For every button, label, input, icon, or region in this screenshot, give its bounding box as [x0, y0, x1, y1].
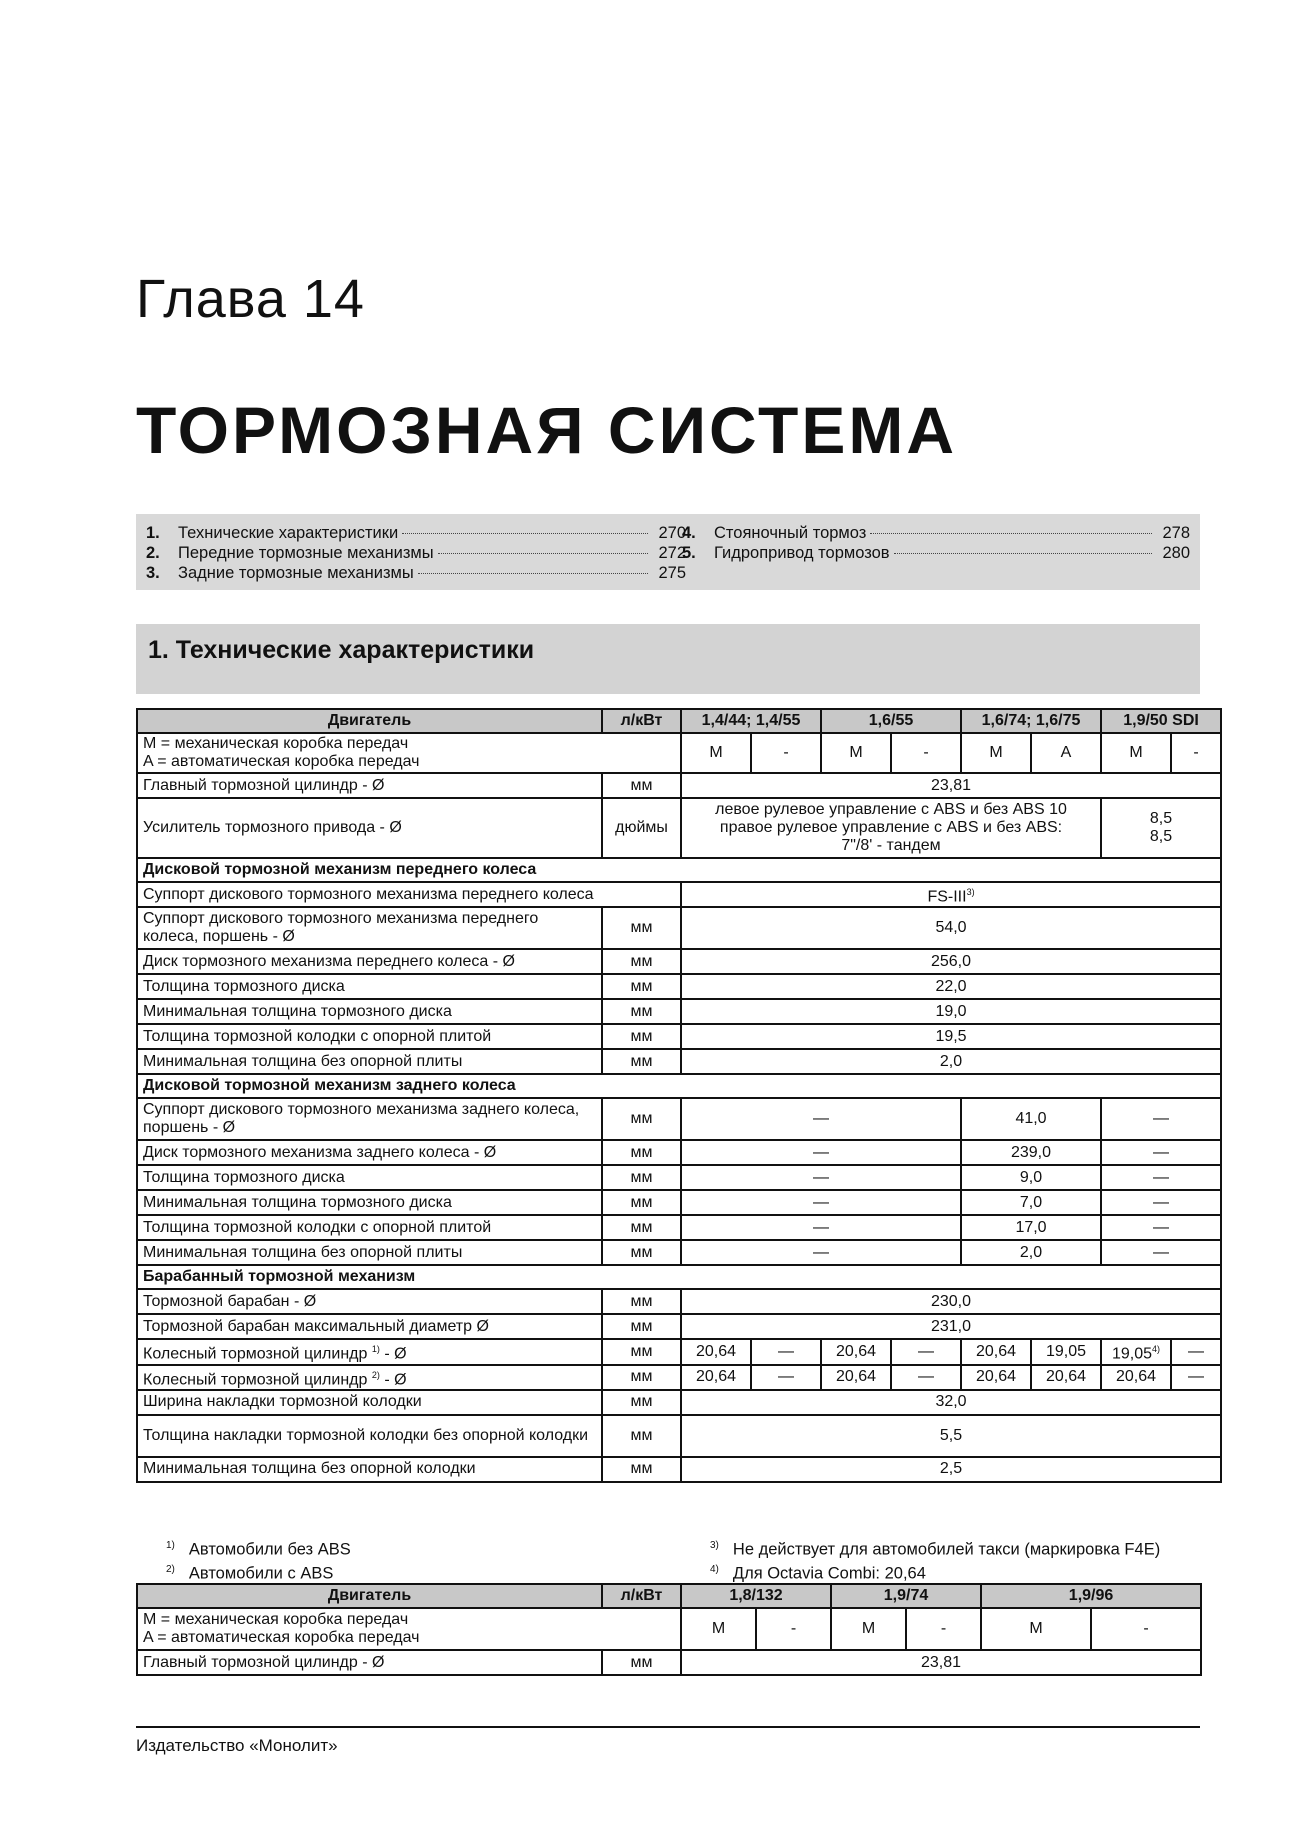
value-cell: 231,0 [681, 1314, 1221, 1339]
value-cell: 23,81 [681, 773, 1221, 798]
table-row [137, 1140, 1221, 1165]
col-header: 1,9/50 SDI [1101, 709, 1221, 733]
cell: M [981, 1608, 1091, 1650]
row-label: Толщина тормозной колодки с опорной плитой [137, 1215, 602, 1240]
value-cell: 17,0 [961, 1215, 1101, 1240]
section-header [136, 624, 1200, 694]
value-cell: — [681, 1165, 961, 1190]
unit-cell: мм [602, 1314, 681, 1339]
table-row [137, 1365, 1221, 1390]
cell: — [891, 1365, 961, 1390]
unit-cell: мм [602, 1457, 681, 1482]
unit-cell: мм [602, 1415, 681, 1457]
row-label: Тормозной барабан максимальный диаметр Ø [137, 1314, 602, 1339]
cell: — [751, 1365, 821, 1390]
row-label: Минимальная толщина тормозного диска [137, 1190, 602, 1215]
cell: - [756, 1608, 831, 1650]
specs-table-2 [136, 1583, 1202, 1676]
table-header-row [137, 709, 1221, 733]
col-header: л/кВт [602, 709, 681, 733]
footnotes-right [710, 1536, 1160, 1583]
value-cell: 230,0 [681, 1289, 1221, 1314]
footnote: $^{2)}$ Автомобили с ABS [166, 1563, 334, 1582]
row-label: Суппорт дискового тормозного механизма переднего колеса, поршень - Ø [137, 907, 602, 949]
row-label: Минимальная толщина без опорной колодки [137, 1457, 602, 1482]
value-cell: 2,0 [961, 1240, 1101, 1265]
col-header: 1,4/44; 1,4/55 [681, 709, 821, 733]
cell: M [831, 1608, 906, 1650]
unit-cell: мм [602, 949, 681, 974]
col-header: 1,8/132 [681, 1584, 831, 1608]
unit-cell: мм [602, 773, 681, 798]
table-row [137, 1024, 1221, 1049]
col-header: 1,9/74 [831, 1584, 981, 1608]
row-label: Минимальная толщина без опорной плиты [137, 1240, 602, 1265]
row-label: Минимальная толщина без опорной плиты [137, 1049, 602, 1074]
value-cell: — [1101, 1140, 1221, 1165]
unit-cell: мм [602, 1390, 681, 1415]
section-title: 1. Технические характеристики [148, 636, 535, 664]
footnote: $^{4)}$ Для Octavia Combi: 20,64 [710, 1563, 926, 1582]
value-cell: FS-III$^{3)}$ [681, 882, 1221, 907]
cell: — [891, 1339, 961, 1364]
table-row [137, 949, 1221, 974]
row-label: Диск тормозного механизма переднего колеса - Ø [137, 949, 602, 974]
row-label: Толщина накладки тормозной колодки без опорной колодки [137, 1415, 602, 1457]
table-row [137, 882, 1221, 907]
unit-cell: мм [602, 1339, 681, 1364]
toc-item[interactable]: 3. Задние тормозные механизмы 275 [146, 564, 686, 582]
col-header: Двигатель [137, 709, 602, 733]
footnote: $^{1)}$ Автомобили без ABS [166, 1540, 351, 1559]
footer-divider [136, 1726, 1200, 1728]
value-cell: 2,5 [681, 1457, 1221, 1482]
row-label: Минимальная толщина тормозного диска [137, 999, 602, 1024]
unit-cell: мм [602, 1190, 681, 1215]
value-cell: 239,0 [961, 1140, 1101, 1165]
col-header: Двигатель [137, 1584, 602, 1608]
value-cell: 8,5 8,5 [1101, 798, 1221, 858]
row-label: Колесный тормозной цилиндр $^{2)}$ - Ø [137, 1365, 602, 1390]
cell: M [821, 733, 891, 773]
cell: - [1171, 733, 1221, 773]
table-row [137, 1215, 1221, 1240]
cell: — [751, 1339, 821, 1364]
unit-cell: мм [602, 1098, 681, 1140]
row-label: Усилитель тормозного привода - Ø [137, 798, 602, 858]
group-header-row [137, 1074, 1221, 1098]
toc-item[interactable]: 5. Гидропривод тормозов 280 [682, 544, 1190, 562]
table-header-row [137, 1584, 1201, 1608]
cell: M [961, 733, 1031, 773]
table-row [137, 1240, 1221, 1265]
value-cell: — [1101, 1098, 1221, 1140]
table-row [137, 1165, 1221, 1190]
table-row [137, 773, 1221, 798]
value-cell: — [681, 1215, 961, 1240]
value-cell: 2,0 [681, 1049, 1221, 1074]
table-row [137, 1415, 1221, 1457]
unit-cell: мм [602, 1365, 681, 1390]
col-header: 1,6/74; 1,6/75 [961, 709, 1101, 733]
table-row [137, 1339, 1221, 1364]
cell: 20,64 [681, 1339, 751, 1364]
cell: M [681, 1608, 756, 1650]
table-row [137, 1049, 1221, 1074]
table-row [137, 1289, 1221, 1314]
unit-cell: мм [602, 907, 681, 949]
value-cell: 54,0 [681, 907, 1221, 949]
value-cell: левое рулевое управление с ABS и без ABS 10 правое рулевое управление с ABS и без ABS: 7"/8' - тандем [681, 798, 1101, 858]
cell: 20,64 [961, 1339, 1031, 1364]
cell: 20,64 [821, 1339, 891, 1364]
cell: 19,05$^{4)}$ [1101, 1339, 1171, 1364]
cell: M [1101, 733, 1171, 773]
unit-cell: мм [602, 1240, 681, 1265]
value-cell: 32,0 [681, 1390, 1221, 1415]
value-cell: — [681, 1140, 961, 1165]
unit-cell: мм [602, 1140, 681, 1165]
value-cell: — [1101, 1240, 1221, 1265]
unit-cell: дюймы [602, 798, 681, 858]
group-title: Дисковой тормозной механизм переднего колеса [137, 858, 1221, 882]
row-label: Колесный тормозной цилиндр $^{1)}$ - Ø [137, 1339, 602, 1364]
cell: 20,64 [821, 1365, 891, 1390]
row-label: Ширина накладки тормозной колодки [137, 1390, 602, 1415]
cell: — [1171, 1365, 1221, 1390]
value-cell: 19,0 [681, 999, 1221, 1024]
cell: - [751, 733, 821, 773]
specs-table-1 [136, 708, 1222, 1483]
cell: 19,05 [1031, 1339, 1101, 1364]
row-label: M = механическая коробка передач A = автоматическая коробка передач [137, 1608, 681, 1650]
footnote: $^{3)}$ Не действует для автомобилей такси (маркировка F4E) [710, 1540, 1161, 1559]
value-cell: 256,0 [681, 949, 1221, 974]
value-cell: — [681, 1240, 961, 1265]
table-of-contents [136, 514, 1200, 590]
cell: 20,64 [1101, 1365, 1171, 1390]
value-cell: 5,5 [681, 1415, 1221, 1457]
col-header: л/кВт [602, 1584, 681, 1608]
unit-cell: мм [602, 974, 681, 999]
unit-cell: мм [602, 999, 681, 1024]
row-label: Толщина тормозного диска [137, 1165, 602, 1190]
value-cell: 22,0 [681, 974, 1221, 999]
table-row [137, 798, 1221, 858]
row-label: Толщина тормозного диска [137, 974, 602, 999]
table-row [137, 974, 1221, 999]
cell: - [891, 733, 961, 773]
table-row [137, 1190, 1221, 1215]
table-row [137, 907, 1221, 949]
footnotes-left [166, 1536, 351, 1583]
row-label: Тормозной барабан - Ø [137, 1289, 602, 1314]
row-label: Диск тормозного механизма заднего колеса - Ø [137, 1140, 602, 1165]
table-row [137, 1650, 1201, 1675]
value-cell: 23,81 [681, 1650, 1201, 1675]
value-cell: — [681, 1190, 961, 1215]
table-row [137, 999, 1221, 1024]
unit-cell: мм [602, 1650, 681, 1675]
chapter-number: Глава 14 [136, 269, 365, 329]
row-label: Главный тормозной цилиндр - Ø [137, 773, 602, 798]
col-header: 1,9/96 [981, 1584, 1201, 1608]
cell: 20,64 [1031, 1365, 1101, 1390]
value-cell: — [681, 1098, 961, 1140]
cell: - [906, 1608, 981, 1650]
cell: - [1091, 1608, 1201, 1650]
row-label: Толщина тормозной колодки с опорной плитой [137, 1024, 602, 1049]
unit-cell: мм [602, 1165, 681, 1190]
value-cell: 7,0 [961, 1190, 1101, 1215]
row-label: Суппорт дискового тормозного механизма переднего колеса [137, 882, 681, 907]
group-title: Барабанный тормозной механизм [137, 1265, 1221, 1289]
cell: — [1171, 1339, 1221, 1364]
cell: A [1031, 733, 1101, 773]
unit-cell: мм [602, 1024, 681, 1049]
toc-item[interactable]: 2. Передние тормозные механизмы 272 [146, 544, 686, 562]
value-cell: 41,0 [961, 1098, 1101, 1140]
row-label: Главный тормозной цилиндр - Ø [137, 1650, 602, 1675]
row-label: Суппорт дискового тормозного механизма заднего колеса, поршень - Ø [137, 1098, 602, 1140]
row-label: M = механическая коробка передач A = автоматическая коробка передач [137, 733, 681, 773]
table-row [137, 1314, 1221, 1339]
toc-item[interactable]: 4. Стояночный тормоз 278 [682, 524, 1190, 542]
unit-cell: мм [602, 1215, 681, 1240]
chapter-title: ТОРМОЗНАЯ СИСТЕМА [136, 393, 958, 467]
group-header-row [137, 858, 1221, 882]
table-row [137, 1098, 1221, 1140]
table-row [137, 1608, 1201, 1650]
publisher-name: Издательство «Монолит» [136, 1736, 338, 1755]
value-cell: — [1101, 1190, 1221, 1215]
cell: 20,64 [961, 1365, 1031, 1390]
value-cell: 9,0 [961, 1165, 1101, 1190]
col-header: 1,6/55 [821, 709, 961, 733]
group-title: Дисковой тормозной механизм заднего колеса [137, 1074, 1221, 1098]
table-row [137, 1390, 1221, 1415]
value-cell: 19,5 [681, 1024, 1221, 1049]
value-cell: — [1101, 1215, 1221, 1240]
toc-item[interactable]: 1. Технические характеристики 270 [146, 524, 686, 542]
table-row [137, 733, 1221, 773]
unit-cell: мм [602, 1289, 681, 1314]
table-row [137, 1457, 1221, 1482]
cell: M [681, 733, 751, 773]
group-header-row [137, 1265, 1221, 1289]
cell: 20,64 [681, 1365, 751, 1390]
unit-cell: мм [602, 1049, 681, 1074]
value-cell: — [1101, 1165, 1221, 1190]
